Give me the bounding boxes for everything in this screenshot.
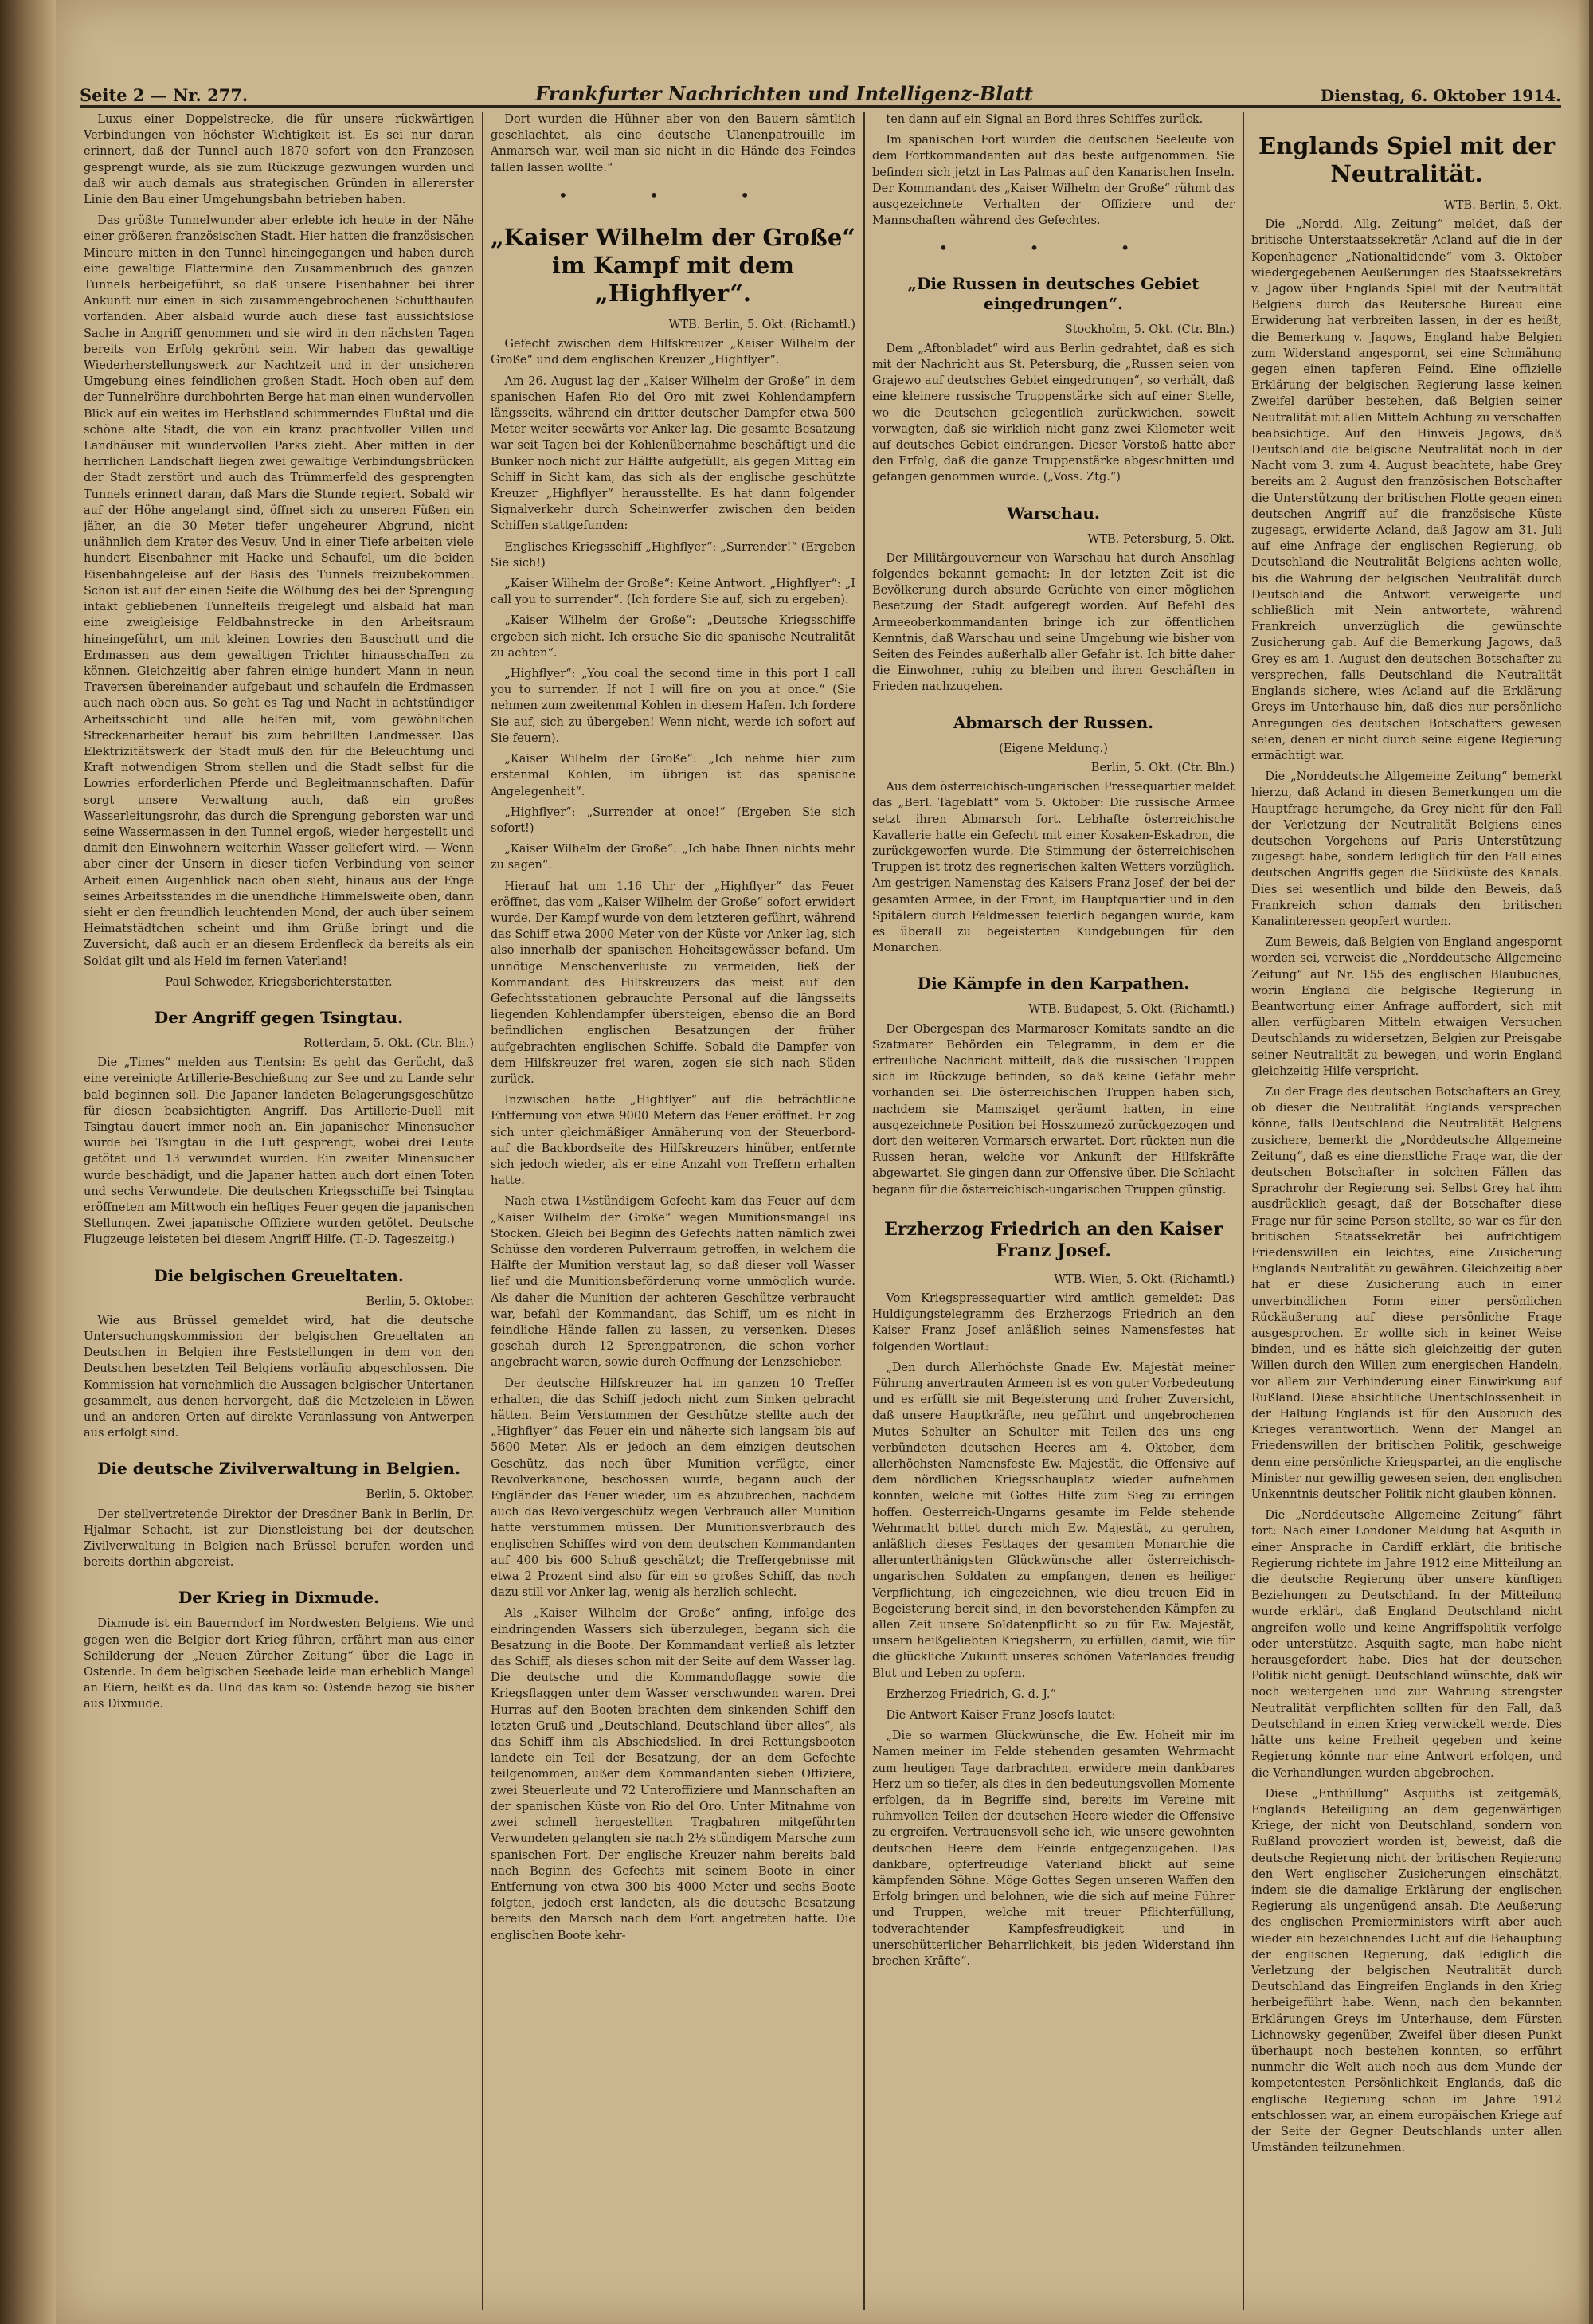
book-spine <box>0 0 56 2324</box>
headline-carpathians: Die Kämpfe in den Karpathen. <box>917 974 1190 993</box>
paragraph: Aus dem österreichisch-ungarischen Pressequartier meldet das „Berl. Tageblatt“ vom 5. Oktober: Die russische Armee setzt ihren Abmarsch fort. Lebhafte österreichische Kavallerie hatte ein Gefecht mit einer Kosaken-Eskadron, die zurückgeworfen wurde. Die Stimmung der österreichischen Truppen ist trotz des regnerischen kalten Wetters vorzüglich. Am gestrigen Namenstag des Kaisers Franz Josef, der bei der gesamten Armee, in der Front, im Hauptquartier und in den Spitälern durch Feldmessen feierlich begangen wurde, kam es überall zu begeisterten Kundgebungen für den Monarchen. <box>872 781 1235 955</box>
paragraph: Der Obergespan des Marmaroser Komitats sandte an die Szatmarer Behörden ein Telegramm, in dem er die erfreuliche Nachricht mitteilt, daß die russischen Truppen sich im Rückzuge befinden, so daß keine Gefahr mehr vorhanden sei. Die österreichischen Truppen haben sich, nachdem sie Mamsziget geräumt hatten, in eine ausgezeichnete Position bei Hosszumezö zurückgezogen und dort den weiteren Vormarsch erwartet. Dort rückten nun die Russen heran, welche vor Ankunft der Hilfskräfte abgewartet. Sie gingen dann zur Offensive über. Die Schlacht begann für die österreichisch-ungarischen Truppen günstig. <box>872 1022 1235 1197</box>
paragraph: Am 26. August lag der „Kaiser Wilhelm der Große“ in dem spanischen Hafen Rio del Oro mit zwei Kohlendampfern längsseits, während ein dritter deutscher Dampfer etwa 500 Meter weiter seewärts vor Anker lag. Die gesamte Besatzung war seit Tagen bei der Kohlenübernahme beschäftigt und die Bunker noch nicht zur Hälfte aufgefüllt, als gegen Mittag ein Schiff in Sicht kam, das sich als der englische geschützte Kreuzer „Highflyer“ herausstellte. Es hat dann folgender Signalverkehr durch Scheinwerfer zwischen den beiden Schiffen stattgefunden: <box>491 374 855 533</box>
paragraph: Zu der Frage des deutschen Botschafters an Grey, ob dieser die Neutralität Englands versprechen könne, falls Deutschland die Neutralität Belgiens zusichere, bemerkt die „Norddeutsche Allgemeine Zeitung“, daß es eine dienstliche Frage war, die der deutschen Botschafter in solchen Fällen das Sprachrohr der Regierung sei. Selbst Grey hat ihm ausdrücklich gesagt, daß der Botschafter diese Frage nur für seine Person stellte, so war es für den britischen Staatssekretär bei aufrichtigem Friedenswillen ein leichtes, eine Zusicherung Englands Neutralität zu gewähren. Gleichzeitig aber hat er diese Zusicherung auch in einer unverbindlichen Form einer persönlichen Rückäußerung auf diese persönliche Frage ausgesprochen. Er wollte sich in keiner Weise binden, und es hätte sich gleichzeitig der guten Willen durch den Willen zum energischen Handeln, vor allem zur Verhinderung einer Einwirkung auf Rußland. Diese absichtliche Unentschlossenheit in der Haltung Englands ist für den Ausbruch des Krieges verantwortlich. Wenn der Mangel an Friedenswillen der britischen Politik, geschweige denn eine persönliche Kriegspartei, an die englische Minister nur gewillig gewesen seien, den englischen Unkenntnis deutscher Politik nicht glauben können. <box>1251 1085 1562 1502</box>
paragraph: Hierauf hat um 1.16 Uhr der „Highflyer“ das Feuer eröffnet, das vom „Kaiser Wilhelm der Große“ sofort erwidert wurde. Der Kampf wurde von dem letzteren geführt, während das Schiff etwa 2000 Meter von der Küste vor Anker lag, sich also innerhalb der spanischen Hoheitsgewässer befand. Um unnötige Menschenverluste zu vermeiden, ließ der Kommandant des Hilfskreuzers das meist auf den Gefechtsstationen gebrauchte Personal auf die längsseits liegenden Kohlendampfer übersteigen, ebenso die an Bord befindlichen englischen Besatzungen der früher aufgebrachten englischen Schiffe. Sobald die Dampfer von dem Hilfskreuzer frei waren, zogen sie sich nach Süden zurück. <box>491 880 855 1086</box>
author-signature: Paul Schweder, Kriegsberichterstatter. <box>165 975 393 989</box>
column-rule <box>482 112 483 2310</box>
paragraph: Dixmude ist ein Bauerndorf im Nordwesten Belgiens. Wie und gegen wen die Belgier dort Krieg führen, erfährt man aus einer Schilderung der „Neuen Zürcher Zeitung“ über die Lage in Ostende. In dem belgischen Seebade leide man erheblich Mangel an Eiern, heißt es da. Und das kam so: Ostende bezog sie bisher aus Dixmude. <box>84 1617 474 1711</box>
headline-archduke: Erzherzog Friedrich an den Kaiser Franz Josef. <box>884 1218 1223 1261</box>
section-divider: • • • <box>558 185 789 205</box>
paragraph: „Den durch Allerhöchste Gnade Ew. Majestät meiner Führung anvertrauten Armeen ist es von guter Vorbedeutung und es erfüllt sie mit Begeisterung und froher Zuversicht, daß unsere Hauptkräfte, neu geführt und ungebrochenen Mutes Schulter an Schulter mit Teilen des uns eng verbündeten deutschen Heeres am 4. Oktober, dem allerhöchsten Namensfeste Ew. Majestät, die Offensive auf dem nördlichen Kriegsschauplatz wieder aufnehmen konnten, welche mit Gottes Hilfe zum Sieg zu erringen hoffen. Oesterreich-Ungarns gesamte im Felde stehende Wehrmacht bittet durch mich Ew. Majestät, zu geruhen, anläßlich dieses Festtages der gesamten Monarchie die allerunterthänigsten Glückwünsche aller österreichisch-ungarischen Soldaten zu empfangen, denen es heiliger Verpflichtung, ich eingezeichnen, wie dieu treuen Eid in Begeisterung bereit sind, in den bevorstehenden Kämpfen zu allen Zeit unsere Soldatenpflicht so zu für Ew. Majestät, unsern heißgeliebten Kriegsherrn, zu erfüllen, damit, wie für die glückliche Zukunft unseres schönen Vaterlandes freudig Blut und Leben zu opfern. <box>872 1361 1235 1680</box>
paragraph: Die „Norddeutsche Allgemeine Zeitung“ fährt fort: Nach einer Londoner Meldung hat Asquith in einer Ansprache in Cardiff erklärt, die britische Regierung richtete im Jahre 1912 eine Mitteilung an die deutsche Regierung über unsere künftigen Beziehungen zu Deutschland. In der Mitteilung wurde erklärt, daß England Deutschland nicht angreifen wolle und keine Angriffspolitik verfolge oder unterstütze. Asquith sagte, man habe nicht herausgefordert habe. Dies hat der deutschen Politik nicht genügt. Deutschland wünschte, daß wir noch weitergehen und zur Wahrung strengster Neutralität verpflichten sollten für den Fall, daß Deutschland in einen Krieg verwickelt werde. Dies hätte uns keine Freiheit gegeben und keine Regierung könnte nur eine Antwort erfolgen, und die Verhandlungen wurden abgebrochen. <box>1251 1509 1562 1780</box>
paragraph: „Kaiser Wilhelm der Große“: „Deutsche Kriegsschiffe ergeben sich nicht. Ich ersuche Sie die spanische Neutralität zu achten“. <box>491 614 855 660</box>
section-divider: • • • <box>938 238 1168 258</box>
paragraph: „Die so warmen Glückwünsche, die Ew. Hoheit mir im Namen meiner im Felde stehenden gesamten Wehrmacht zum heutigen Tage darbrachten, erwidere mein dankbares Herz um so tiefer, als dies in den bedeutungsvollen Momente erfolgen, da in Begriffe sind, bereits im Vereine mit ruhmvollen Teilen der deutschen Heere wieder die Offensive zu ergreifen. Vertrauensvoll sehe ich, wie unsere gewohnten deutschen Heere dem Feinde entgegenzugehen. Das dankbare, opferfreudige Vaterland blickt auf seine kämpfenden Söhne. Möge Gottes Segen unseren Waffen den Erfolg bringen und belohnen, wie die sich auf meine Führer und Truppen, welche mit treuer Pflichterfüllung, todverachtender Kampfesfreudigkeit und in unerschütterlicher Beharrlichkeit, bis jeden Widerstand ihn brechen Kräfte“. <box>872 1730 1235 1969</box>
dateline: Berlin, 5. Oktober. <box>366 1488 474 1502</box>
headline-russians: „Die Russen in deutsches Gebiet eingedrungen“. <box>907 273 1200 313</box>
column-1 <box>84 112 474 2310</box>
dateline: WTB. Budapest, 5. Okt. (Richamtl.) <box>1028 1003 1235 1017</box>
paragraph: Im spanischen Fort wurden die deutschen Seeleute von dem Fortkommandanten auf das beste aufgenommen. Sie befinden sich jetzt in Las Palmas auf den Kanarischen Inseln. Der Kommandant des „Kaiser Wilhelm der Große“ rühmt das ausgezeichnete Verhalten der Offiziere und der Mannschaften während des Gefechtes. <box>872 134 1235 228</box>
dateline: WTB. Wien, 5. Okt. (Richamtl.) <box>1054 1272 1235 1286</box>
headline-belgian-atrocities: Die belgischen Greueltaten. <box>154 1265 404 1285</box>
headline-england-neutrality: Englands Spiel mit der Neutralität. <box>1258 132 1556 187</box>
dateline: WTB. Berlin, 5. Okt. <box>1443 199 1562 212</box>
headline-kaiser-wilhelm: „Kaiser Wilhelm der Große“ im Kampf mit dem „Highflyer“. <box>491 224 855 308</box>
dateline: Stockholm, 5. Okt. (Ctr. Bln.) <box>1064 323 1235 336</box>
paragraph: ten dann auf ein Signal an Bord ihres Schiffes zurück. <box>886 113 1204 126</box>
dateline: Berlin, 5. Okt. (Ctr. Bln.) <box>1090 761 1235 774</box>
column-rule <box>1243 112 1244 2310</box>
paragraph: Englisches Kriegsschiff „Highflyer“: „Surrender!“ (Ergeben Sie sich!) <box>491 540 855 570</box>
column-4 <box>1251 112 1562 2310</box>
paragraph: Dort wurden die Hühner aber von den Bauern sämtlich geschlachtet, als eine deutsche Ulanenpatrouille im Anmarsch war, weil man sie nicht in die Hände des Feindes fallen lassen wollte.“ <box>491 113 855 174</box>
dateline: WTB. Berlin, 5. Okt. (Richamtl.) <box>668 319 855 332</box>
paragraph: Zum Beweis, daß Belgien von England angespornt worden sei, verweist die „Norddeutsche Allgemeine Zeitung“ auf Nr. 155 des englischen Blaubuches, worin England die belgische Regierung in Beantwortung einer Anfrage auffordert, sich mit allen verfügbaren Mitteln etwaigen Versuchen Deutschlands zu widersetzen, Belgien zur Preisgabe seiner Neutralität zu bewegen, und worin England gleichzeitig Hilfe verspricht. <box>1251 936 1562 1078</box>
subtitle: (Eigene Meldung.) <box>999 742 1108 755</box>
paragraph: Wie aus Brüssel gemeldet wird, hat die deutsche Untersuchungskommission der belgischen Greueltaten an Deutschen in Belgien ihre Feststellungen in dem von den Deutschen besetzten Teil Belgiens vorläufig abgeschlossen. Die Kommission hat vornehmlich die Aussagen belgischer Untertanen gesammelt, aus denen hervorgeht, daß die Metzeleien in Löwen und an anderen Orten auf direkte Veranlassung von Antwerpen aus erfolgt sind. <box>84 1314 474 1440</box>
headline-civil-administration: Die deutsche Zivilverwaltung in Belgien. <box>97 1459 460 1479</box>
dateline: Berlin, 5. Oktober. <box>366 1295 474 1308</box>
paragraph: Diese „Enthüllung“ Asquiths ist zeitgemäß, Englands Beteiligung an dem gegenwärtigen Kriege, der nicht von Deutschland, sondern von Rußland provoziert worden ist, beweist, daß die deutsche Regierung nicht der britischen Regierung den Wert englischer Zusicherungen einschätzt, indem sie die damalige Erklärung der englischen Regierung als ungenügend ansah. Die Aeußerung des englischen Premierministers wirft aber auch wieder ein bezeichnendes Licht auf die Behauptung der englischen Regierung, daß lediglich die Verletzung der belgischen Neutralität durch Deutschland das Eingreifen Englands in den Krieg herbeigeführt habe. Wenn, nach den bekannten Erklärungen Greys im Unterhause, dem Fürsten Lichnowsky gegenüber, Zweifel über diesen Punkt überhaupt noch bestehen konnten, so erführt nunmehr die Welt auch noch aus dem Munde der kompetentesten Persönlichkeit Englands, daß die englische Regierung schon im Jahre 1912 entschlossen war, an einem europäischen Kriege auf der Seite der Gegner Deutschlands unter allen Umständen teilzunehmen. <box>1251 1787 1562 2155</box>
paragraph: Vom Kriegspressequartier wird amtlich gemeldet: Das Huldigungstelegramm des Erzherzogs Friedrich an den Kaiser Franz Josef anläßlich seines Namensfestes hat folgenden Wortlaut: <box>872 1291 1235 1354</box>
column-2 <box>491 112 855 2310</box>
paragraph: „Highflyer“: „You coal the second time in this port I call you to surrender. If not I will fire on you at once.“ (Sie nehmen zum zweitenmal Kohlen in diesem Hafen. Ich fordere Sie auf, sich zu übergeben! Wenn nicht, werde ich sofort auf Sie feuern). <box>491 668 855 745</box>
paragraph: Erzherzog Friedrich, G. d. J.“ <box>886 1687 1056 1701</box>
paragraph: Der stellvertretende Direktor der Dresdner Bank in Berlin, Dr. Hjalmar Schacht, ist zur Dienstleistung bei der deutschen Zivilverwaltung in Belgien nach Brüssel berufen worden und bereits dorthin abgereist. <box>84 1507 474 1570</box>
headline-tsingtau: Der Angriff gegen Tsingtau. <box>154 1007 404 1027</box>
paragraph: Die Antwort Kaiser Franz Josefs lautet: <box>886 1709 1116 1722</box>
paragraph: „Kaiser Wilhelm der Große“: „Ich nehme hier zum erstenmal Kohlen, im übrigen ist das spanische Angelegenheit“. <box>491 753 855 798</box>
paragraph: Der Militärgouverneur von Warschau hat durch Anschlag folgendes bekannt gemacht: In der letzten Zeit ist die Bevölkerung durch absurde Gerüchte von einer möglichen Besetzung der Stadt aufgeregt worden. Auf Befehl des Armeeoberkommandanten bringe ich zur öffentlichen Kenntnis, daß Warschau und seine Umgebung wie bisher von Seiten des Feindes außerhalb aller Gefahr ist. Ich bitte daher die Einwohner, ruhig zu bleiben und ihren Geschäften in Frieden nachzugehen. <box>872 551 1235 694</box>
headline-dixmude: Der Krieg in Dixmude. <box>178 1588 380 1608</box>
paragraph: Die „Norddeutsche Allgemeine Zeitung“ bemerkt hierzu, daß Acland in diesen Bemerkungen um die Hauptfrage herumgehe, da Grey nicht für den Fall der Verletzung der Neutralität Belgiens eines deutschen Vorgehens auf Paris Unterstützung zugesagt habe, sondern lediglich für den Fall eines deutschen Angriffs gegen die Südküste des Kanals. Dies sei wesentlich und bilde den Beweis, daß Frankreich schon damals den britischen Kanalinteressen geopfert wurden. <box>1251 770 1562 928</box>
paragraph: Die „Nordd. Allg. Zeitung“ meldet, daß der britische Unterstaatssekretär Acland auf die in der Kopenhagener „Nationaltidende“ vom 3. Oktober wiedergegebenen Aeußerungen des Staatssekretärs v. Jagow über Englands Spiel mit der Neutralität Belgiens durch das Reutersche Bureau eine Erwiderung hat verbreiten lassen, in der es heißt, die Bemerkung v. Jagows, England habe Belgien zum Widerstand angespornt, sei eine Schmähung gegen einen tapferen Feind. Eine offizielle Erklärung der belgischen Regierung lasse keinen Zweifel darüber bestehen, daß Belgien seiner Neutralität mit allen Mitteln Achtung zu verschaffen beabsichtige. Auf den Hinweis Jagows, daß Deutschland die belgische Neutralität noch in der Nacht vom 3. zum 4. August beachtete, habe Grey bereits am 2. August den französischen Botschafter die Unterstützung der britischen Flotte gegen einen deutschen Angriff auf die französische Küste zugesagt, erwiderte Acland, daß Jagow am 31. Juli auf eine Anfrage der englischen Regierung, ob Deutschland die Neutralität Belgiens achten wolle, bis die Wahrung der belgischen Neutralität durch Deutschland die Antwort verweigerte und schließlich mit Nein antwortete, während Frankreich unverzüglich die gewünschte Zusicherung gab. Auf die Bemerkung Jagows, daß Grey es am 1. August den deutschen Botschafter zu versprechen, falls Deutschland die Neutralität Englands sichere, wies Acland auf die Erklärung Greys im Unterhause hin, daß dies nur persönliche Anregungen des deutschen Botschafters gewesen seien, denen er nicht durch seine eigene Regierung ermächtigt war. <box>1251 218 1562 762</box>
page-number: Seite 2 — Nr. 277. <box>80 85 249 105</box>
paragraph: „Kaiser Wilhelm der Große“: Keine Antwort. „Highflyer“: „I call you to surrender“. (Ich fordere Sie auf, sich zu ergeben). <box>491 578 855 607</box>
paragraph: Als „Kaiser Wilhelm der Große“ anfing, infolge des eindringenden Wassers sich überzulegen, begann sich die Besatzung in die Boote. Der Kommandant verließ als letzter das Schiff, als dieses schon mit der Seite auf dem Wasser lag. Die deutsche und die Kommandoflagge sowie die Kriegsflaggen unter dem Wasser verschwunden waren. Drei Hurras auf den Booten brachten dem sinkenden Schiff den letzten Gruß und „Deutschland, Deutschland über alles“, als das Schiff ihm als Abschiedslied. In drei Rettungsbooten landete ein Teil der Besatzung, der an dem Gefechte teilgenommen, außer dem Kommandanten sieben Offiziere, zwei Steuerleute und 72 Unteroffiziere und Mannschaften an der spanischen Küste von Rio del Oro. Unter Mitnahme von zwei schnell hergestellten Tragbahren mitgeführten Verwundeten gelangten sie nach 2½ stündigem Marsche zum spanischen Fort. Der englische Kreuzer nahm bereits bald nach Beginn des Gefechts mit seinem Boote in einer Entfernung von etwa 300 bis 4000 Meter und sechs Boote folgten, jedoch erst landeten, als die deutsche Besatzung bereits den Marsch nach dem Fort angetreten hatte. Die englischen Boote kehr- <box>491 1607 855 1942</box>
paragraph: Nach etwa 1½stündigem Gefecht kam das Feuer auf dem „Kaiser Wilhelm der Große“ wegen Munitionsmangel ins Stocken. Gleich bei Beginn des Gefechts hatten nämlich zwei Schüsse den vorderen Pulverraum getroffen, in welchem die Hälfte der Munition verstaut lag, so daß dieser voll Wasser lief und die Munitionsbeförderung vorne unmöglich wurde. Als daher die Munition der achteren Geschütze verbraucht war, befahl der Kommandant, das Schiff, um es nicht in feindliche Hände fallen zu lassen, zu versenken. Dieses geschah durch 12 Sprengpatronen, die schon vorher angebracht waren, sowie durch Oeffnung der Lenzschieber. <box>491 1195 855 1370</box>
column-3 <box>872 112 1235 2310</box>
page-edge <box>1577 0 1593 2324</box>
paragraph: Inzwischen hatte „Highflyer“ auf die beträchtliche Entfernung von etwa 9000 Metern das Feuer eröffnet. Er zog sich unter gleichmäßiger Annäherung von der Steuerbord- auf die Backbordseite des Hilfskreuzers hinüber, entfernte sich jedoch wieder, als er eine Anzahl von Treffern erhalten hatte. <box>491 1094 855 1188</box>
headline-warsaw: Warschau. <box>1007 503 1100 523</box>
paragraph: „Highflyer“: „Surrender at once!“ (Ergeben Sie sich sofort!) <box>491 805 855 835</box>
newspaper-title: Frankfurter Nachrichten und Intelligenz-Blatt <box>535 82 1033 105</box>
issue-date: Dienstag, 6. Oktober 1914. <box>1320 86 1561 105</box>
paragraph: Gefecht zwischen dem Hilfskreuzer „Kaiser Wilhelm der Große“ und dem englischen Kreuzer „Highflyer“. <box>491 338 855 367</box>
headline-retreat: Abmarsch der Russen. <box>953 712 1154 732</box>
page-header <box>80 70 1561 108</box>
paragraph: „Kaiser Wilhelm der Große“: „Ich habe Ihnen nichts mehr zu sagen“. <box>491 843 855 872</box>
dateline: WTB. Petersburg, 5. Okt. <box>1087 532 1235 546</box>
paragraph: Das größte Tunnelwunder aber erlebte ich heute in der Nähe einer größeren französischen Stadt. Hier hatten die französischen Mineure mitten in den Tunnel hineingegangen und haben durch eine gewaltige Flattermine den Zusammenbruch des ganzen Tunnels herbeigeführt, so daß unsere Eisenbahner bei ihrer Ankunft nur einen in sich zusammengebrochenen Schutthaufen vorfanden. Aber alsbald wurde auch diese fast aussichtslose Sache in Angriff genommen und sie wird in den nächsten Tagen bereits von Erfolg gekrönt sein. Wir haben das gewaltige Wiederherstellungswerk zur Nachtzeit und in der unsicheren Umgebung eines feindlichen großen Stadt. Hoch oben auf dem der Tunnelröhre durchbohrten Berge hat man einen wundervollen Blick auf ein weites im Herbstland schimmerndes Flußtal und die schöne alte Stadt, die von ein kranz prachtvoller Villen und Landhäuser mit wundervollen Parks zieht. Aber mitten in der herrlichen Landschaft liegen zwei gewaltige Verbindungsbrücken der Stadt zerstört und auch das Trümmerfeld des gesprengten Tunnels erinnert daran, daß Mars die Stunde regiert. Sobald wir auf der Höhe angelangt sind, öffnet sich zu unseren Füßen ein jäher, an die 30 Meter tiefer ungeheurer Abgrund, nicht unähnlich dem Krater des Vesuv. Und in einer Tiefe arbeiten viele hundert Eisenbahner mit Hacke und Schaufel, um die beiden Eisenbahngeleise auf der Basis des Tunnels freizubekommen. Schon ist auf der einen Seite die Wölbung des bei der Sprengung intakt gebliebenen Tunnelteils freigelegt und alsbald hat man eine zweigleisige Feldbahnstrecke in den Arbeitsraum hineingeführt, um mit kleinen Lowries den Bauschutt und die Erdmassen aus dem gewaltigen Trichter hinausschaffen zu können. Gleichzeitig aber fahren einige hundert Mann in neun Traversen übereinander aufgebaut und schaufeln die Erdmassen auch nach oben aus. So geht es Tag und Nacht in achtstündiger Arbeitsschicht und alle helfen mit, vom gewöhnlichen Streckenarbeiter herauf bis zum bebrillten Landmesser. Das Elektrizitätswerk der Stadt muß den für die Beleuchtung und Kraft notwendigen Strom stellen und die Stadt selbst für die Lowries erforderlichen Pferde und Begleitmannschaften. Dafür sorgt unsere Verwaltung auch, daß ein großes Wasserleitungsrohr, das durch die Sprengung geborsten war und seine Wassermassen in den Tunnel ergoß, wieder hergestellt und damit den Einwohnern weiterhin Wasser geliefert wird. — Wenn aber einer der Unsern in dieser tiefen Verbindung von seiner Arbeit einen Augenblick nach oben sieht, hinaus aus der Enge seines Arbeitsstandes in die unendliche Himmelsweite oben, dann sieht er den freundlich leuchtenden Mond, der auch über seinem Heimatstädtchen scheint und ihm Grüße bringt und die Zuversicht, daß auch er an diesem Erdenfleck da bereits als ein Soldat gilt und als Held im fernen Vaterland! <box>84 214 474 968</box>
dateline: Rotterdam, 5. Okt. (Ctr. Bln.) <box>303 1037 474 1050</box>
paragraph: Luxus einer Doppelstrecke, die für unsere rückwärtigen Verbindungen von höchster Wichtigkeit ist. Es sei nur daran erinnert, daß der Tunnel auch 1870 sofort von den Franzosen gesprengt wurde, als sie zum Rückzuge gezwungen wurden und daß wir auch damals aus strategischen Gründen in allererster Linie den Bau einer Umgehungsbahn betrieben haben. <box>84 113 474 207</box>
paragraph: Der deutsche Hilfskreuzer hat im ganzen 10 Treffer erhalten, die das Schiff jedoch nicht zum Sinken gebracht hätten. Beim Verstummen der Geschütze stellte auch der „Highflyer“ das Feuer ein und näherte sich langsam bis auf 5600 Meter. Als er jedoch an dem einzigen deutschen Geschütz, das noch über Munition verfügte, einer Revolverkanone, beschossen wurde, begann auch der Engländer das Feuer wieder, um es abzubrechen, nachdem auch das Revolvergeschütz wegen Verbrauch aller Munition hatte verstummen müssen. Der Munitionsverbrauch des englischen Schiffes wird von dem deutschen Kommandanten auf 400 bis 600 Schuß geschätzt; die Treffergebnisse mit etwa 2 Prozent sind also für ein so großes Schiff, das noch dazu still vor Anker lag, wenig als herzlich schlecht. <box>491 1377 855 1600</box>
column-rule <box>863 112 865 2310</box>
paragraph: Die „Times“ melden aus Tientsin: Es geht das Gerücht, daß eine vereinigte Artillerie-Beschießung zur See und zu Lande sehr bald beginnen soll. Die Japaner landeten Belagerungsgeschütze für diesen beabsichtigten Angriff. Das Artillerie-Duell mit Tsingtau dauert immer noch an. Ein japanischer Minensucher wurde bei Tsingtau in die Luft gesprengt, wobei drei Leute getötet und 13 verwundet wurden. Ein zweiter Minensucher wurde beschädigt, und die Japaner hatten auch dort einen Toten und sechs Verwundete. Die deutschen Kriegsschiffe bei Tsingtau eröffneten am Mittwoch ein heftiges Feuer gegen die japanischen Stellungen. Zwei japanische Offiziere wurden getötet. Deutsche Flugzeuge leisteten bei diesem Angriff Hilfe. (T.-D. Tageszeitg.) <box>84 1056 474 1247</box>
paragraph: Dem „Aftonbladet“ wird aus Berlin gedrahtet, daß es sich mit der Nachricht aus St. Petersburg, die „Russen seien von Grajewo auf deutsches Gebiet eingedrungen“, so verhält, daß eine kleinere russische Truppenstärke sich auf einer Stelle, wo die Deutschen gelegentlich zurückwichen, soweit vorwagten, daß sie wirklich nicht ganz zwei Kilometer weit auf deutsches Gebiet eindrangen. Dieser Vorstoß hatte aber den Erfolg, daß die ganze Truppenstärke abgeschnitten und gefangen genommen wurde. („Voss. Ztg.“) <box>872 342 1235 484</box>
